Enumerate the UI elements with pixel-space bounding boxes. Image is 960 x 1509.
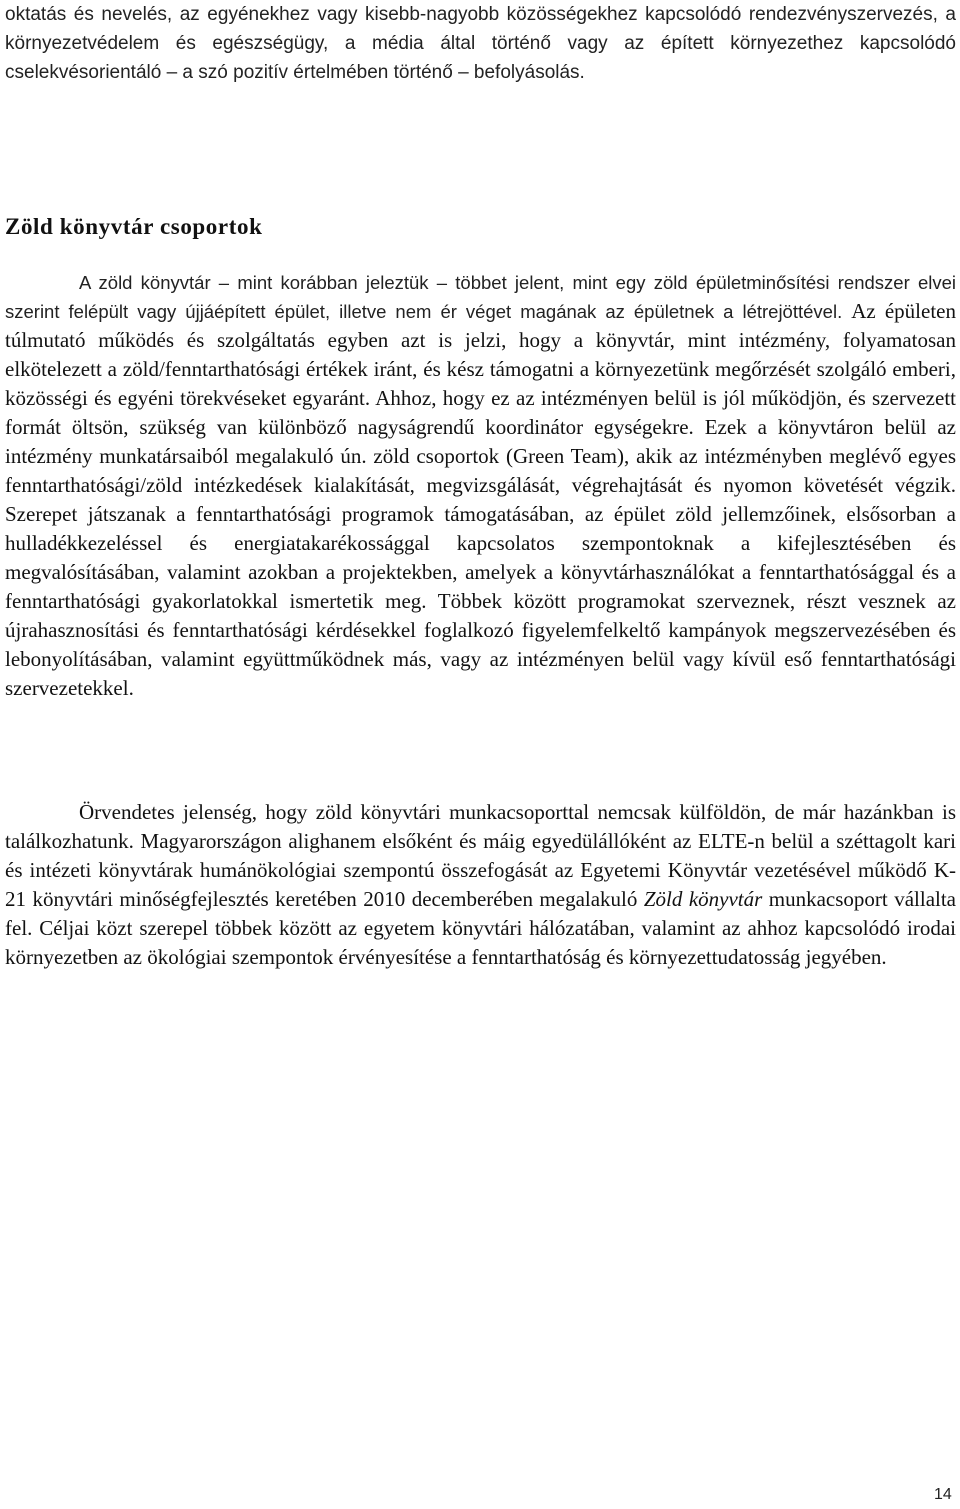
paragraph-elte-part-2: munkacsoport vállalta fel. Céljai közt szerepel többek között az egyetem könyvtári hálózatában, valamint az ahhoz kapcsolódó irodai környezetben az ökológiai szempontok érvényesítése a fenntarthatóság és környezettudatosság jegyében. [5, 887, 956, 969]
document-page [5, 0, 956, 969]
intro-paragraph: oktatás és nevelés, az egyénekhez vagy kisebb-nagyobb közösségekhez kapcsolódó rendezvényszervezés, a környezetvédelem és egészségügy, a média által történő vagy az épített környezethez kapcsolódó cselekvésorientáló – a szó pozitív értelmében történő – befolyásolás. [5, 4, 956, 83]
paragraph-elte-part-1: Örvendetes jelenség, hogy zöld könyvtári munkacsoporttal nemcsak külföldön, de már hazánkban is találkozhatunk. Magyarországon alighanem elsőként és máig egyedülállóként az ELTE-n belül a széttagolt kari és intézeti könyvtárak humánökológiai szempontú összefogását az Egyetemi Könyvtár vezetésével működő K-21 könyvtári minőségfejlesztés keretében 2010 decemberében megalakuló [5, 800, 956, 911]
paragraph-green-teams [5, 268, 956, 703]
paragraph-green-teams-serif-part: Az épületen túlmutató működés és szolgáltatás egyben azt is jelzi, hogy a könyvtár, mint intézmény, folyamatosan elkötelezett a zöld/fenntarthatósági értékek iránt, és kész támogatni a környezetünk megőrzését szolgáló emberi, közösségi és egyéni törekvéseket egyaránt. Ahhoz, hogy ez az intézményen belül is jól működjön, és szervezett formát öltsön, szükség van különböző nagyságrendű koordinátor egységekre. Ezek a könyvtáron belül az intézmény munkatársaiból megalakuló ún. zöld csoportok (Green Team), akik az intézményben meglévő egyes fenntarthatósági/zöld intézkedések kialakítását, megvizsgálását, végrehajtását és nyomon követését végzik. Szerepet játszanak a fenntarthatósági programok támogatásában, az épület zöld jellemzőinek, elsősorban a hulladékkezeléssel és energiatakarékossággal kapcsolatos szempontoknak a kifejlesztésében és megvalósításában, valamint azokban a projektekben, amelyek a könyvtárhasználókat a fenntarthatósággal és a fenntarthatósági gyakorlatokkal ismertetik meg. Többek között programokat szerveznek, részt vesznek az újrahasznosítási és fenntarthatósági kérdésekkel foglalkozó figyelemfelkeltő kampányok megszervezésében és lebonyolításában, valamint együttműködnek más, vagy az intézményen belül vagy kívül eső fenntarthatósági szervezetekkel. [5, 299, 956, 700]
page-number: 14 [934, 1486, 952, 1503]
paragraph-elte-italic-title: Zöld könyvtár [643, 887, 763, 911]
paragraph-elte [5, 798, 956, 972]
section-heading: Zöld könyvtár csoportok [5, 214, 263, 239]
paragraph-green-teams-sans-part: A zöld könyvtár – mint korábban jeleztük – többet jelent, mint egy zöld épületminősítési rendszer elvei szerint felépült vagy újjáépített épület, illetve nem ér véget magának az épületnek a létrejöttével. [5, 272, 956, 322]
